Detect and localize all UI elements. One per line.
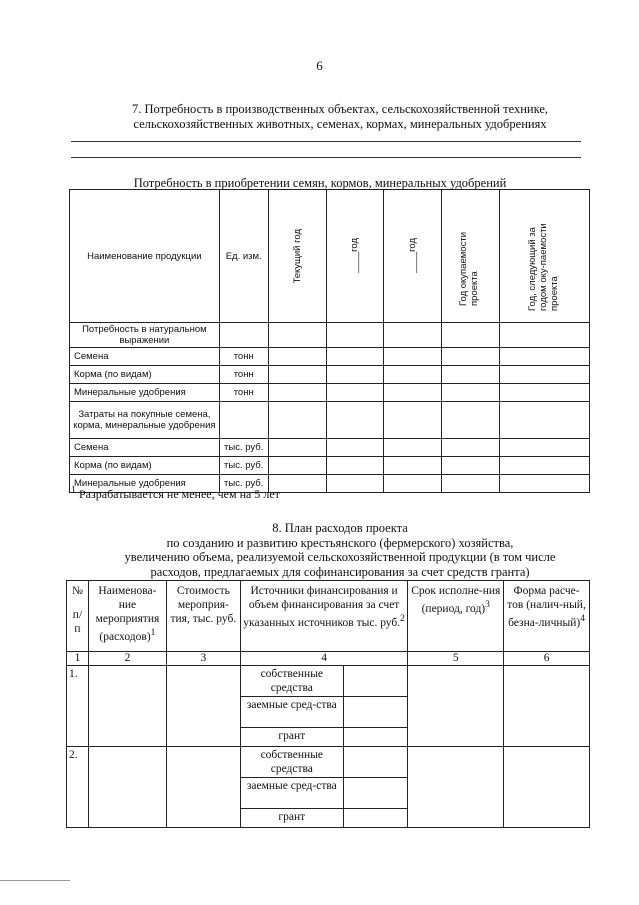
row-unit: тонн [219, 366, 268, 384]
row-name: Минеральные удобрения [70, 475, 220, 493]
header-next-year: Год, следующий за годом оку-паемости проекта [526, 223, 560, 311]
row-name: Семена [70, 439, 220, 457]
section-8-line-2: по созданию и развитию крестьянского (фермерского) хозяйства, [166, 535, 514, 550]
row-unit: тонн [219, 384, 268, 402]
row-number: 1. [67, 666, 89, 747]
expense-plan-table [66, 580, 590, 828]
table-header-row [67, 581, 590, 652]
header-payment-form-text: Форма расче-тов (налич-ный, безна-личный) [507, 585, 586, 629]
table-row [70, 439, 590, 457]
header-cost: Стоимость мероприя-тия, тыс. руб. [166, 581, 240, 652]
table-row [70, 384, 590, 402]
group-title: Затраты на покупные семена, корма, минеральные удобрения [70, 402, 220, 439]
source-borrowed-funds: заемные сред-ства [241, 697, 344, 728]
row-name: Семена [70, 348, 220, 366]
group-title: Потребность в натуральном выражении [70, 323, 220, 348]
row-name: Корма (по видам) [70, 366, 220, 384]
column-number: 4 [240, 652, 408, 666]
section-8-title [80, 521, 600, 579]
header-payback-year: Год окупаемости проекта [457, 232, 480, 306]
header-sources-text: Источники финансирования и объем финансирования за счет указанных источников тыс. руб. [243, 585, 401, 629]
sources-cell [240, 747, 408, 828]
source-grant: грант [241, 809, 344, 828]
section-8-line-1: 8. План расходов проекта [272, 521, 408, 535]
header-product: Наименование продукции [70, 190, 220, 323]
source-own-funds: собственные средства [241, 747, 344, 778]
column-number: 3 [166, 652, 240, 666]
blank-line [71, 157, 581, 158]
header-payment-form-sup: 4 [580, 613, 586, 624]
sources-cell [240, 666, 408, 747]
header-event-name-text: Наименова-ние мероприятия (расходов) [95, 585, 160, 643]
header-term-text: Срок исполне-ния (период, год) [411, 585, 501, 615]
header-term [408, 581, 504, 652]
header-event-name [88, 581, 166, 652]
column-number: 6 [504, 652, 590, 666]
header-current-year: Текущий год [291, 228, 303, 284]
page-number: 6 [316, 58, 323, 73]
table-row [70, 366, 590, 384]
table-1-caption: Потребность в приобретении семян, кормов, минеральных удобрений [133, 176, 507, 190]
page-edge-mark [0, 880, 70, 881]
row-number: 2. [67, 747, 89, 828]
section-8-line-3: увеличению объема, реализуемой сельскохозяйственной продукции (в том числе [124, 550, 556, 564]
section-7-title [100, 102, 580, 132]
footnote [71, 485, 280, 502]
footnote-text: Разрабатывается не менее, чем на 5 лет [79, 487, 280, 501]
header-unit: Ед. изм. [219, 190, 268, 323]
sources-subtable [241, 747, 408, 827]
header-payment-form [504, 581, 590, 652]
header-number-a: № [71, 585, 83, 597]
row-unit: тонн [219, 348, 268, 366]
section-8-line-4: расходов, предлагаемых для софинансирования за счет средств гранта) [150, 564, 530, 579]
table-row [67, 666, 590, 747]
footnote-mark: 1 [71, 485, 76, 496]
header-number-b: п/ [72, 609, 83, 621]
header-number [67, 581, 89, 652]
group-row [70, 323, 590, 348]
column-number: 5 [408, 652, 504, 666]
row-unit: тыс. руб. [219, 475, 268, 493]
table-row [70, 348, 590, 366]
source-borrowed-funds: заемные сред-ства [241, 778, 344, 809]
header-sources [240, 581, 408, 652]
column-number-row [67, 652, 590, 666]
seeds-feed-fertilizer-table [69, 189, 590, 493]
header-year-a: ____год [349, 238, 361, 274]
table-header-row [70, 190, 590, 323]
sources-subtable [241, 666, 408, 746]
header-event-name-sup: 1 [150, 627, 156, 638]
group-row [70, 402, 590, 439]
section-7-line-2: сельскохозяйственных животных, семенах, кормах, минеральных удобрениях [133, 117, 547, 131]
section-7-line-1: 7. Потребность в производственных объектах, сельскохозяйственной технике, [131, 102, 549, 116]
source-own-funds: собственные средства [241, 666, 344, 697]
column-number: 1 [67, 652, 89, 666]
header-number-c: п [74, 623, 81, 635]
source-grant: грант [241, 728, 344, 747]
table-row [67, 747, 590, 828]
row-name: Минеральные удобрения [70, 384, 220, 402]
blank-line [71, 141, 581, 142]
table-row [70, 457, 590, 475]
row-name: Корма (по видам) [70, 457, 220, 475]
header-year-b: ____год [407, 238, 419, 274]
header-sources-sup: 2 [400, 613, 405, 624]
column-number: 2 [88, 652, 166, 666]
row-unit: тыс. руб. [219, 439, 268, 457]
header-term-sup: 3 [485, 599, 490, 610]
row-unit: тыс. руб. [219, 457, 268, 475]
